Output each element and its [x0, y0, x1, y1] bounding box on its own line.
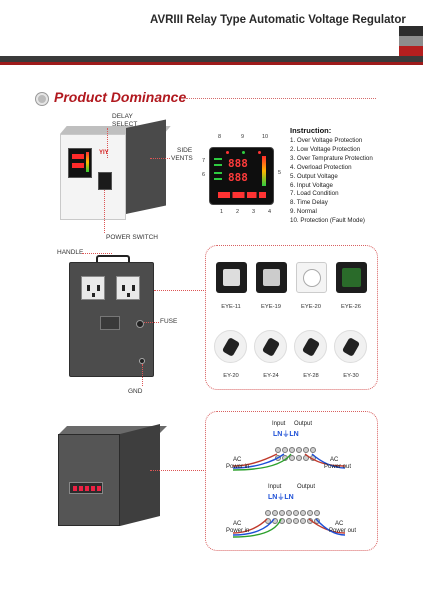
- socket-label: EYE-20: [301, 304, 321, 310]
- plug-icon: [334, 330, 367, 363]
- connector-to-plugs: [154, 290, 206, 291]
- socket-label: EYE-11: [221, 304, 241, 310]
- marker-2: 2: [236, 209, 240, 215]
- list-item: 5. Output Voltage: [290, 172, 338, 180]
- universal-socket-icon: [256, 262, 287, 293]
- wiring2-output-label: Output: [297, 484, 316, 490]
- universal-socket-icon: [216, 262, 247, 293]
- plug-label: EY-24: [263, 373, 279, 379]
- socket-label: EYE-26: [341, 304, 361, 310]
- wiring1-power-out: Power out: [324, 464, 352, 470]
- power-switch: [98, 172, 112, 190]
- wiring2-terminal-letters: LN⏚LN: [268, 494, 294, 501]
- plug-label: EY-20: [223, 373, 239, 379]
- plug-label: EY-28: [303, 373, 319, 379]
- marker-10: 10: [262, 134, 269, 140]
- list-item: 6. Input Voltage: [290, 181, 334, 189]
- label-vents: VENTS: [171, 155, 193, 162]
- outlet-socket-right: [116, 276, 140, 300]
- wiring2-power-in: Power in: [226, 528, 250, 534]
- list-item: 8. Time Delay: [290, 199, 328, 207]
- fuse-holder: [136, 320, 144, 328]
- digits-output: 888: [228, 171, 248, 184]
- plug-label: EY-30: [343, 373, 359, 379]
- leader-power-switch: [104, 190, 105, 233]
- load-bar: [262, 156, 266, 186]
- connector-to-wiring: [150, 470, 206, 471]
- wiring2-input-label: Input: [268, 484, 282, 490]
- marker-5: 5: [278, 170, 282, 176]
- leader-vents: [150, 158, 170, 159]
- marker-4: 4: [268, 209, 272, 215]
- list-item: 3. Over Temprature Protection: [290, 154, 373, 162]
- leader-handle: [82, 253, 112, 254]
- terminal-panel: [69, 482, 103, 494]
- leader-gnd: [142, 364, 143, 386]
- marker-1: 1: [220, 209, 224, 215]
- list-item: 7. Load Condition: [290, 190, 339, 198]
- section-rule: [186, 98, 376, 99]
- wiring1-terminal-letters: LN⏚LN: [273, 431, 299, 438]
- wiring1-ac-in: AC: [233, 457, 242, 463]
- instruction-title: Instruction:: [290, 126, 332, 135]
- label-handle: HANDLE: [57, 249, 84, 256]
- label-fuse: FUSE: [160, 318, 178, 325]
- marker-6: 6: [202, 172, 206, 178]
- list-item: 4. Overload Protection: [290, 163, 352, 171]
- schuko-socket-icon: [296, 262, 327, 293]
- wiring1-output-label: Output: [294, 421, 313, 427]
- marker-3: 3: [252, 209, 256, 215]
- label-power-switch: POWER SWITCH: [106, 234, 158, 241]
- brand-logo: YIY: [99, 150, 109, 156]
- plug-icon: [214, 330, 247, 363]
- header-color-blocks: [399, 26, 423, 56]
- digits-input: 888: [228, 157, 248, 170]
- list-item: 2. Low Voltage Protection: [290, 145, 361, 153]
- marker-8: 8: [218, 134, 222, 140]
- outlet-socket-left: [81, 276, 105, 300]
- uk-socket-icon: [336, 262, 367, 293]
- plug-icon: [254, 330, 287, 363]
- socket-label: EYE-19: [261, 304, 281, 310]
- plug-icon: [294, 330, 327, 363]
- wiring1-ac-out: AC: [330, 457, 339, 463]
- page-title: AVRIII Relay Type Automatic Voltage Regulator: [150, 14, 406, 26]
- leader-fuse: [144, 322, 159, 323]
- display-panel: [209, 147, 274, 205]
- marker-9: 9: [241, 134, 245, 140]
- leader-delay: [107, 128, 108, 158]
- wiring2-ac-out: AC: [335, 521, 344, 527]
- terminal-block: [100, 316, 120, 330]
- section-title: Product Dominance: [54, 89, 187, 105]
- wiring2-power-out: Power out: [329, 528, 357, 534]
- list-item: 9. Normal: [290, 208, 317, 216]
- label-delay: DELAY: [112, 113, 133, 120]
- marker-7: 7: [202, 158, 206, 164]
- label-side: SIDE: [177, 147, 193, 154]
- label-gnd: GND: [128, 388, 143, 395]
- section-bullet-icon: [36, 93, 48, 105]
- instruction-list: [290, 137, 373, 226]
- list-item: 10. Protection (Fault Mode): [290, 217, 365, 225]
- header-rule-red: [0, 62, 423, 65]
- wiring1-power-in: Power in: [226, 464, 250, 470]
- list-item: 1. Over Voltage Protection: [290, 137, 363, 144]
- wiring2-ac-in: AC: [233, 521, 242, 527]
- label-select: SELECT: [112, 121, 138, 128]
- wiring1-input-label: Input: [272, 421, 286, 427]
